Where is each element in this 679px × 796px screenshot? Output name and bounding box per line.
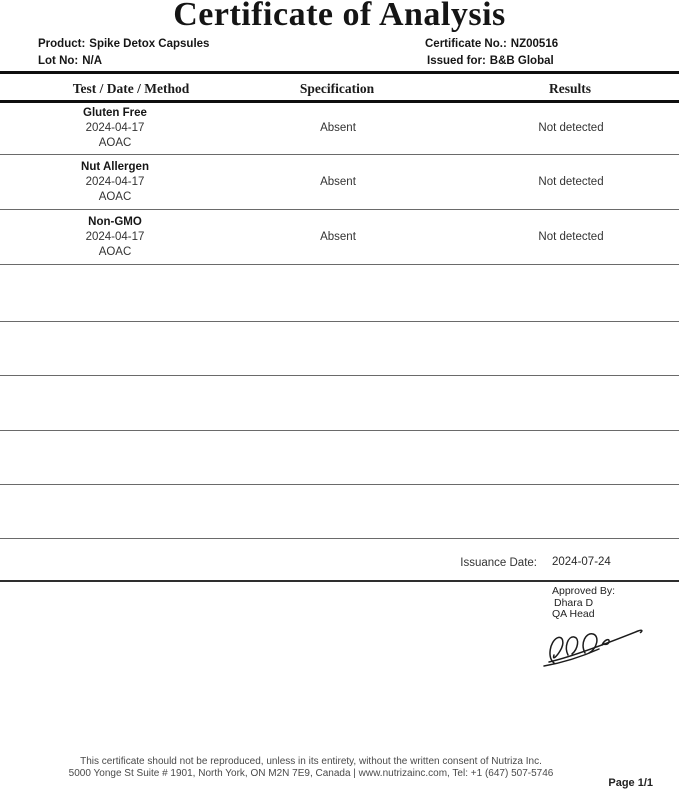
approver-title: QA Head [552, 608, 595, 620]
certificate-no-line [425, 38, 558, 50]
test-method: AOAC [98, 246, 132, 258]
test-name: Non-GMO [88, 216, 142, 228]
specification-value: Absent [320, 122, 356, 134]
table-row [0, 101, 679, 155]
result-value: Not detected [538, 176, 604, 188]
signature-image [541, 622, 649, 668]
product-label: Product: [38, 38, 86, 50]
product-line [38, 38, 209, 50]
approved-by-label: Approved By: [552, 585, 616, 597]
test-date: 2024-04-17 [85, 176, 145, 188]
table-row [0, 155, 679, 210]
footer-disclaimer: This certificate should not be reproduced, unless in its entirety, without the written consent of Nutriza Inc. [80, 756, 542, 767]
specification-value: Absent [320, 176, 356, 188]
issuance-date-label: Issuance Date: [460, 557, 537, 569]
footer-block [0, 756, 622, 780]
test-cell [81, 160, 149, 205]
test-method: AOAC [98, 137, 132, 149]
column-header-test-date-method: Test / Date / Method [72, 81, 190, 96]
column-header-results: Results [548, 81, 592, 96]
product-value: Spike Detox Capsules [89, 38, 210, 50]
result-value: Not detected [538, 231, 604, 243]
lot-line [38, 55, 102, 67]
issued-for-line [427, 55, 554, 67]
lot-value: N/A [82, 55, 103, 67]
result-value: Not detected [538, 122, 604, 134]
certificate-no-label: Certificate No.: [425, 38, 507, 50]
issuance-bottom-rule [0, 580, 679, 582]
lot-label: Lot No: [38, 55, 79, 67]
specification-value: Absent [320, 231, 356, 243]
table-row [0, 210, 679, 265]
test-name: Gluten Free [83, 107, 147, 119]
issued-for-label: Issued for: [427, 55, 486, 67]
empty-row [0, 322, 679, 376]
empty-row [0, 485, 679, 539]
column-header-specification: Specification [299, 81, 375, 96]
certificate-no-value: NZ00516 [510, 38, 559, 50]
empty-row [0, 376, 679, 431]
test-date: 2024-04-17 [85, 122, 145, 134]
empty-row [0, 431, 679, 485]
test-method: AOAC [98, 191, 132, 203]
issued-for-value: B&B Global [489, 55, 554, 67]
test-cell [83, 106, 147, 151]
page-number: Page 1/1 [608, 777, 653, 789]
test-cell [86, 215, 145, 260]
issuance-date-value: 2024-07-24 [552, 556, 611, 568]
footer-address: 5000 Yonge St Suite # 1901, North York, ON M2N 7E9, Canada | www.nutrizainc.com, Tel: +1 (647) 507-5746 [68, 768, 554, 779]
approval-block [552, 586, 615, 621]
table-top-rule [0, 71, 679, 74]
approver-name: Dhara D [554, 596, 594, 609]
test-date: 2024-04-17 [85, 231, 145, 243]
empty-row [0, 265, 679, 322]
page-title: Certificate of Analysis [173, 0, 506, 33]
test-name: Nut Allergen [81, 161, 149, 173]
table-body [0, 101, 679, 539]
